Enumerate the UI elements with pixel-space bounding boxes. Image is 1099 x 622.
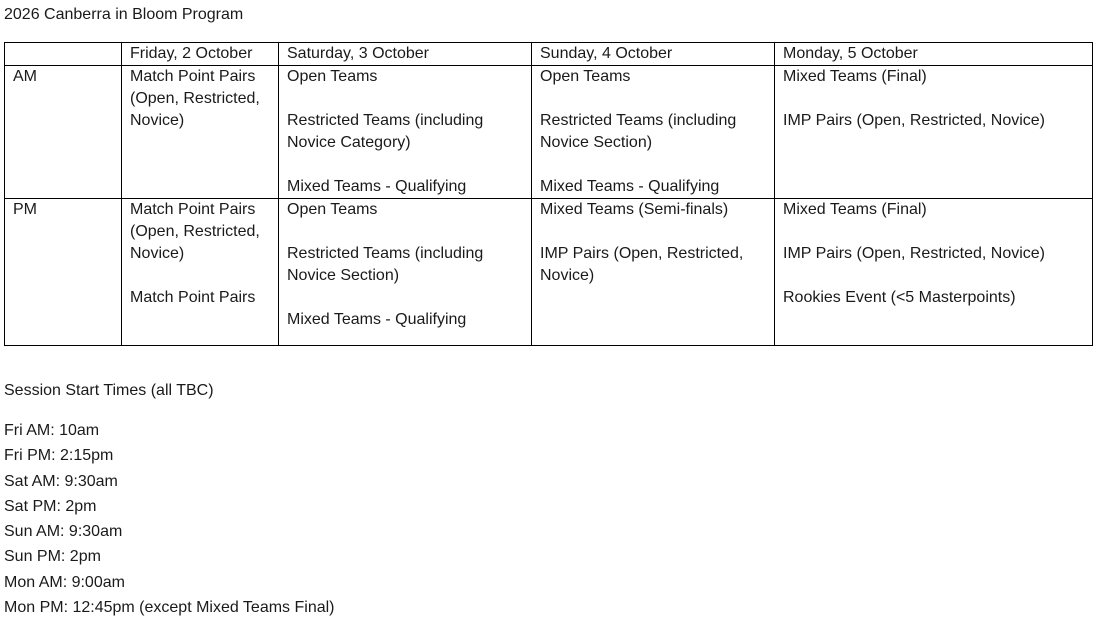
table-row <box>5 199 1093 346</box>
cell-line: Mixed Teams - Qualifying <box>287 178 467 195</box>
cell-line: Open Teams <box>287 201 378 218</box>
session-time-item: Fri AM: 10am <box>4 422 100 439</box>
cell-line: IMP Pairs (Open, Restricted, Novice) <box>783 112 1046 129</box>
cell-gap <box>540 221 774 243</box>
cell-line: Restricted Teams (including <box>287 112 484 129</box>
row-label: AM <box>5 66 122 199</box>
cell-sunday <box>532 199 775 346</box>
cell-line: Mixed Teams (Final) <box>783 68 927 85</box>
session-time-item: Sat PM: 2pm <box>4 497 97 515</box>
cell-sunday <box>532 66 775 199</box>
cell-line: Novice Section) <box>287 267 400 284</box>
cell-line: Novice) <box>130 245 185 262</box>
cell-gap <box>287 287 531 309</box>
cell-gap <box>783 265 1092 287</box>
header-cell-saturday: Saturday, 3 October <box>279 43 532 66</box>
session-time-item: Sun PM: 2pm <box>4 548 101 566</box>
cell-gap <box>540 88 774 110</box>
cell-line: Novice Category) <box>287 134 411 151</box>
cell-line: Novice Section) <box>540 134 653 151</box>
cell-line: Match Point Pairs <box>130 68 256 85</box>
cell-line: Open Teams <box>287 68 378 85</box>
cell-line: IMP Pairs (Open, Restricted, Novice) <box>783 245 1046 262</box>
session-time-item: Sat AM: 9:30am <box>4 472 118 490</box>
cell-line: Mixed Teams (Semi-finals) <box>540 201 729 218</box>
cell-gap <box>287 88 531 110</box>
session-time-item: Fri PM: 2:15pm <box>4 447 114 465</box>
cell-line: (Open, Restricted, <box>130 90 260 107</box>
session-times-list <box>4 420 335 622</box>
table-row <box>5 66 1093 199</box>
cell-line: Open Teams <box>540 68 631 85</box>
header-cell-empty <box>5 43 122 66</box>
header-cell-sunday: Sunday, 4 October <box>532 43 775 66</box>
cell-line: Match Point Pairs <box>130 289 256 306</box>
document-title: 2026 Canberra in Bloom Program <box>4 6 244 23</box>
program-table <box>4 42 1093 346</box>
cell-saturday <box>279 199 532 346</box>
cell-saturday <box>279 66 532 199</box>
header-cell-monday: Monday, 5 October <box>775 43 1093 66</box>
cell-line: Mixed Teams - Qualifying <box>287 311 467 328</box>
cell-friday <box>122 199 279 346</box>
cell-gap <box>130 265 278 287</box>
session-time-item: Mon AM: 9:00am <box>4 573 125 591</box>
cell-line: Mixed Teams (Final) <box>783 201 927 218</box>
cell-gap <box>783 221 1092 243</box>
cell-gap <box>783 88 1092 110</box>
session-times-heading: Session Start Times (all TBC) <box>4 382 214 399</box>
session-time-item: Sun AM: 9:30am <box>4 523 123 541</box>
cell-gap <box>287 154 531 176</box>
cell-line: Match Point Pairs <box>130 201 256 218</box>
cell-line: (Open, Restricted, <box>130 223 260 240</box>
cell-gap <box>540 154 774 176</box>
cell-monday <box>775 66 1093 199</box>
cell-line: Restricted Teams (including <box>287 245 484 262</box>
cell-line: Novice) <box>130 112 185 129</box>
row-label: PM <box>5 199 122 346</box>
header-row <box>5 43 1093 66</box>
cell-friday <box>122 66 279 199</box>
header-cell-friday: Friday, 2 October <box>122 43 279 66</box>
cell-line: Mixed Teams - Qualifying <box>540 178 720 195</box>
cell-line: Restricted Teams (including <box>540 112 737 129</box>
cell-gap <box>287 221 531 243</box>
session-time-item: Mon PM: 12:45pm (except Mixed Teams Final) <box>4 599 335 617</box>
cell-line: Novice) <box>540 267 595 284</box>
cell-monday <box>775 199 1093 346</box>
cell-line: IMP Pairs (Open, Restricted, <box>540 245 744 262</box>
cell-line: Rookies Event (<5 Masterpoints) <box>783 289 1016 306</box>
